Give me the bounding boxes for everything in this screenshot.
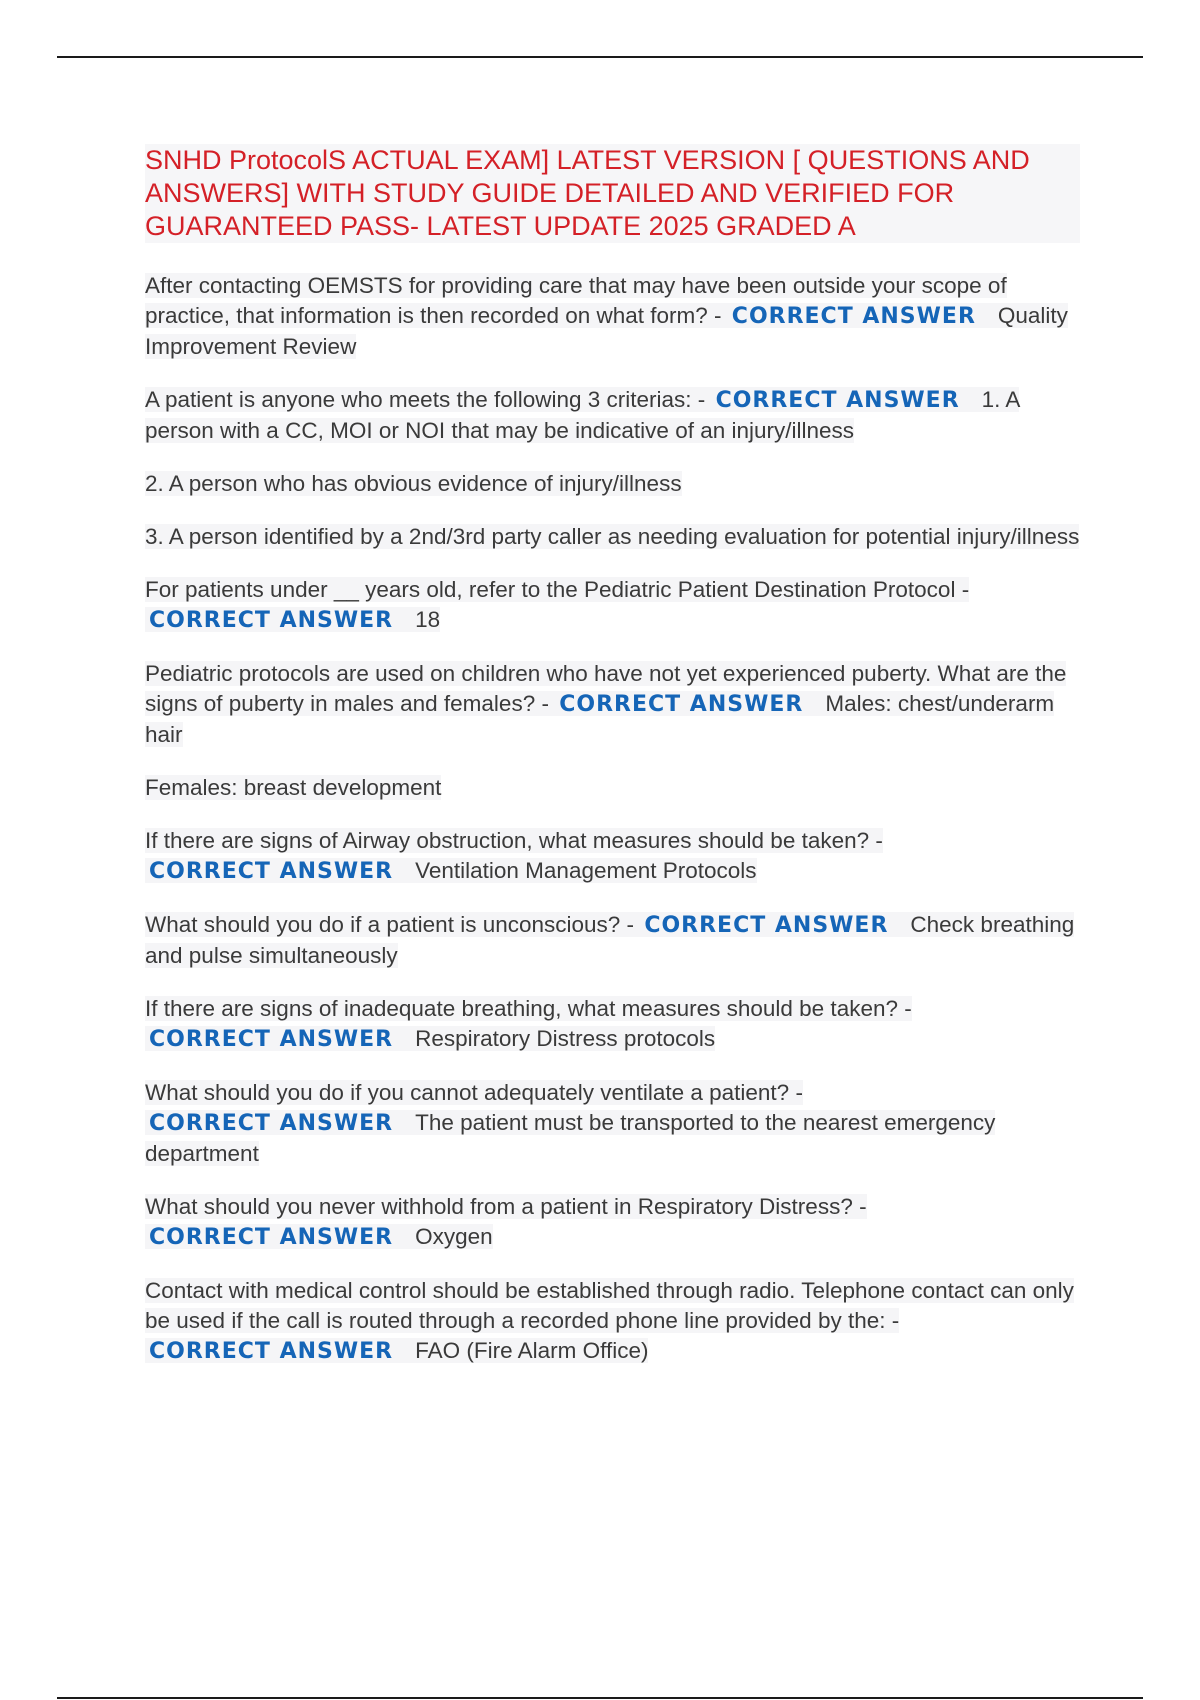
correct-answer-label: CORRECT ANSWER [149, 1111, 394, 1136]
qa-highlight [145, 387, 1019, 443]
qa-question-paragraph [145, 1078, 1080, 1169]
top-rule [57, 56, 1143, 58]
qa-highlight [145, 1080, 995, 1166]
answer-text: Quality Improvement Review [145, 303, 1068, 359]
correct-answer-label: CORRECT ANSWER [149, 859, 394, 884]
qa-question-paragraph [145, 659, 1080, 750]
qa-highlight [145, 996, 912, 1051]
qa-item [145, 575, 1080, 636]
bottom-rule [57, 1697, 1143, 1699]
question-text: A patient is anyone who meets the following 3 criterias: - [145, 387, 706, 412]
answer-text: FAO (Fire Alarm Office) [415, 1338, 649, 1363]
qa-question-paragraph [145, 385, 1080, 446]
answer-continuation-text: Females: breast development [145, 775, 442, 800]
qa-item [145, 994, 1080, 1055]
qa-highlight [145, 1194, 867, 1249]
correct-answer-label: CORRECT ANSWER [149, 1339, 394, 1364]
answer-continuation [145, 773, 1080, 803]
answer-continuation-text: 2. A person who has obvious evidence of injury/illness [145, 471, 682, 496]
answer-text: 18 [415, 607, 441, 632]
qa-highlight [145, 577, 969, 632]
qa-highlight [145, 912, 1074, 968]
qa-highlight [145, 828, 883, 883]
qa-highlight [145, 273, 1068, 359]
correct-answer-label: CORRECT ANSWER [559, 692, 804, 717]
qa-question-paragraph [145, 826, 1080, 887]
qa-item [145, 826, 1080, 887]
correct-answer-label: CORRECT ANSWER [644, 913, 889, 938]
answer-text: The patient must be transported to the nearest emergency department [145, 1110, 996, 1166]
qa-item [145, 1192, 1080, 1253]
answer-continuation [145, 469, 1080, 499]
question-text: What should you do if a patient is unconscious? - [145, 912, 635, 937]
question-text: Pediatric protocols are used on children who have not yet experienced puberty. What are the signs of puberty in males and females? - [145, 661, 1067, 716]
qa-question-paragraph [145, 1276, 1080, 1367]
document-title [145, 144, 1080, 243]
question-text: If there are signs of inadequate breathing, what measures should be taken? - [145, 996, 912, 1021]
correct-answer-label: CORRECT ANSWER [149, 608, 394, 633]
correct-answer-label: CORRECT ANSWER [149, 1027, 394, 1052]
correct-answer-label: CORRECT ANSWER [731, 304, 976, 329]
qa-item [145, 910, 1080, 971]
document-body [145, 144, 1080, 1390]
qa-question-paragraph [145, 910, 1080, 971]
qa-question-paragraph [145, 994, 1080, 1055]
question-text: What should you never withhold from a patient in Respiratory Distress? - [145, 1194, 867, 1219]
question-text: For patients under __ years old, refer to the Pediatric Patient Destination Protocol - [145, 577, 970, 602]
question-text: After contacting OEMSTS for providing care that may have been outside your scope of practice, that information is then recorded on what form? - [145, 273, 1007, 328]
qa-question-paragraph [145, 271, 1080, 362]
question-text: If there are signs of Airway obstruction, what measures should be taken? - [145, 828, 883, 853]
answer-text: Check breathing and pulse simultaneously [145, 912, 1075, 968]
answer-text: Ventilation Management Protocols [415, 858, 757, 883]
answer-continuation [145, 522, 1080, 552]
qa-item [145, 385, 1080, 552]
correct-answer-label: CORRECT ANSWER [715, 388, 960, 413]
answer-text: Respiratory Distress protocols [415, 1026, 716, 1051]
question-text: Contact with medical control should be established through radio. Telephone contact can only be used if the call is routed through a recorded phone line provided by the: - [145, 1278, 1074, 1333]
qa-item [145, 659, 1080, 803]
question-text: What should you do if you cannot adequately ventilate a patient? - [145, 1080, 803, 1105]
qa-item [145, 271, 1080, 362]
answer-continuation-text: 3. A person identified by a 2nd/3rd party caller as needing evaluation for potential injury/illness [145, 524, 1080, 549]
document-title-text: SNHD ProtocolS ACTUAL EXAM] LATEST VERSION [ QUESTIONS AND ANSWERS] WITH STUDY GUIDE DETAILED AND VERIFIED FOR GUARANTEED PASS- LATEST UPDATE 2025 GRADED A [145, 145, 1030, 241]
qa-item [145, 1078, 1080, 1169]
answer-text: 1. A person with a CC, MOI or NOI that may be indicative of an injury/illness [145, 387, 1020, 443]
answer-text: Oxygen [415, 1224, 493, 1249]
qa-highlight [145, 661, 1066, 747]
qa-list [145, 271, 1080, 1367]
qa-question-paragraph [145, 575, 1080, 636]
qa-question-paragraph [145, 1192, 1080, 1253]
answer-text: Males: chest/underarm hair [145, 691, 1055, 747]
qa-highlight [145, 1278, 1074, 1363]
correct-answer-label: CORRECT ANSWER [149, 1225, 394, 1250]
qa-item [145, 1276, 1080, 1367]
